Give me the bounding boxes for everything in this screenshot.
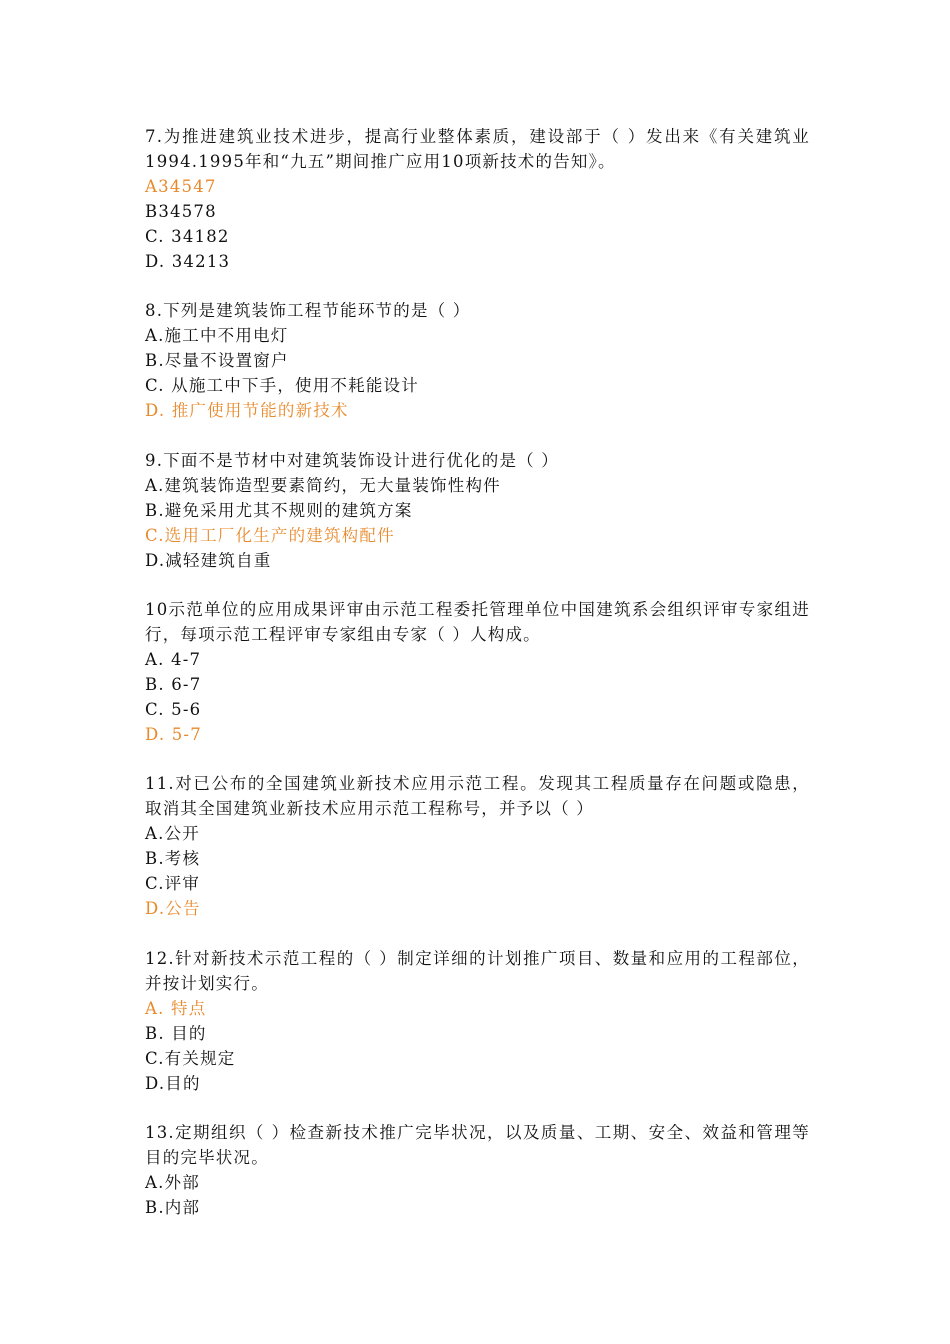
option-list [145, 996, 810, 1096]
option-a: A. 特点 [145, 999, 207, 1018]
option-b: B.避免采用尤其不规则的建筑方案 [145, 501, 413, 520]
option-b: B. 目的 [145, 1024, 207, 1043]
option-c: C.选用工厂化生产的建筑构配件 [145, 526, 395, 545]
question-9 [145, 448, 810, 573]
question-text: 10示范单位的应用成果评审由示范工程委托管理单位中国建筑系会组织评审专家组进行，每项示范工程评审专家组由专家（ ）人构成。 [145, 600, 810, 644]
question-text: 11.对已公布的全国建筑业新技术应用示范工程。发现其工程质量存在问题或隐患，取消其全国建筑业新技术应用示范工程称号，并予以（ ） [145, 774, 810, 818]
question-text: 7.为推进建筑业技术进步，提高行业整体素质，建设部于（ ）发出来《有关建筑业1994.1995年和“九五”期间推广应用10项新技术的告知》。 [145, 127, 810, 171]
option-d: D.目的 [145, 1074, 201, 1093]
option-a: A.外部 [145, 1173, 200, 1192]
option-c: C. 5-6 [145, 700, 202, 719]
option-c: C. 34182 [145, 227, 230, 246]
question-7 [145, 124, 810, 274]
option-b: B. 6-7 [145, 675, 202, 694]
option-c: C.评审 [145, 874, 201, 893]
option-d: D. 5-7 [145, 725, 202, 744]
option-b: B.内部 [145, 1198, 201, 1217]
question-8 [145, 298, 810, 423]
question-text: 13.定期组织（ ）检查新技术推广完毕状况，以及质量、工期、安全、效益和管理等目的完毕状况。 [145, 1123, 810, 1167]
option-list [145, 174, 810, 274]
option-list [145, 323, 810, 423]
option-list [145, 821, 810, 921]
option-d: D. 推广使用节能的新技术 [145, 401, 349, 420]
option-c: C. 从施工中下手，使用不耗能设计 [145, 376, 419, 395]
option-c: C.有关规定 [145, 1049, 236, 1068]
option-list [145, 473, 810, 573]
question-10 [145, 597, 810, 747]
option-b: B.考核 [145, 849, 201, 868]
option-d: D. 34213 [145, 252, 231, 271]
question-text: 9.下面不是节材中对建筑装饰设计进行优化的是（ ） [145, 451, 559, 470]
question-11 [145, 771, 810, 921]
option-d: D.减轻建筑自重 [145, 551, 272, 570]
option-b: B.尽量不设置窗户 [145, 351, 289, 370]
question-13 [145, 1120, 810, 1220]
option-a: A34547 [145, 177, 217, 196]
option-a: A.公开 [145, 824, 200, 843]
option-b: B34578 [145, 202, 217, 221]
option-a: A.施工中不用电灯 [145, 326, 289, 345]
question-text: 8.下列是建筑装饰工程节能环节的是（ ） [145, 301, 471, 320]
option-a: A.建筑装饰造型要素简约，无大量装饰性构件 [145, 476, 501, 495]
option-list [145, 647, 810, 747]
option-a: A. 4-7 [145, 650, 202, 669]
option-list [145, 1170, 810, 1220]
question-12 [145, 946, 810, 1096]
option-d: D.公告 [145, 899, 201, 918]
question-text: 12.针对新技术示范工程的（ ）制定详细的计划推广项目、数量和应用的工程部位，并按计划实行。 [145, 949, 810, 993]
